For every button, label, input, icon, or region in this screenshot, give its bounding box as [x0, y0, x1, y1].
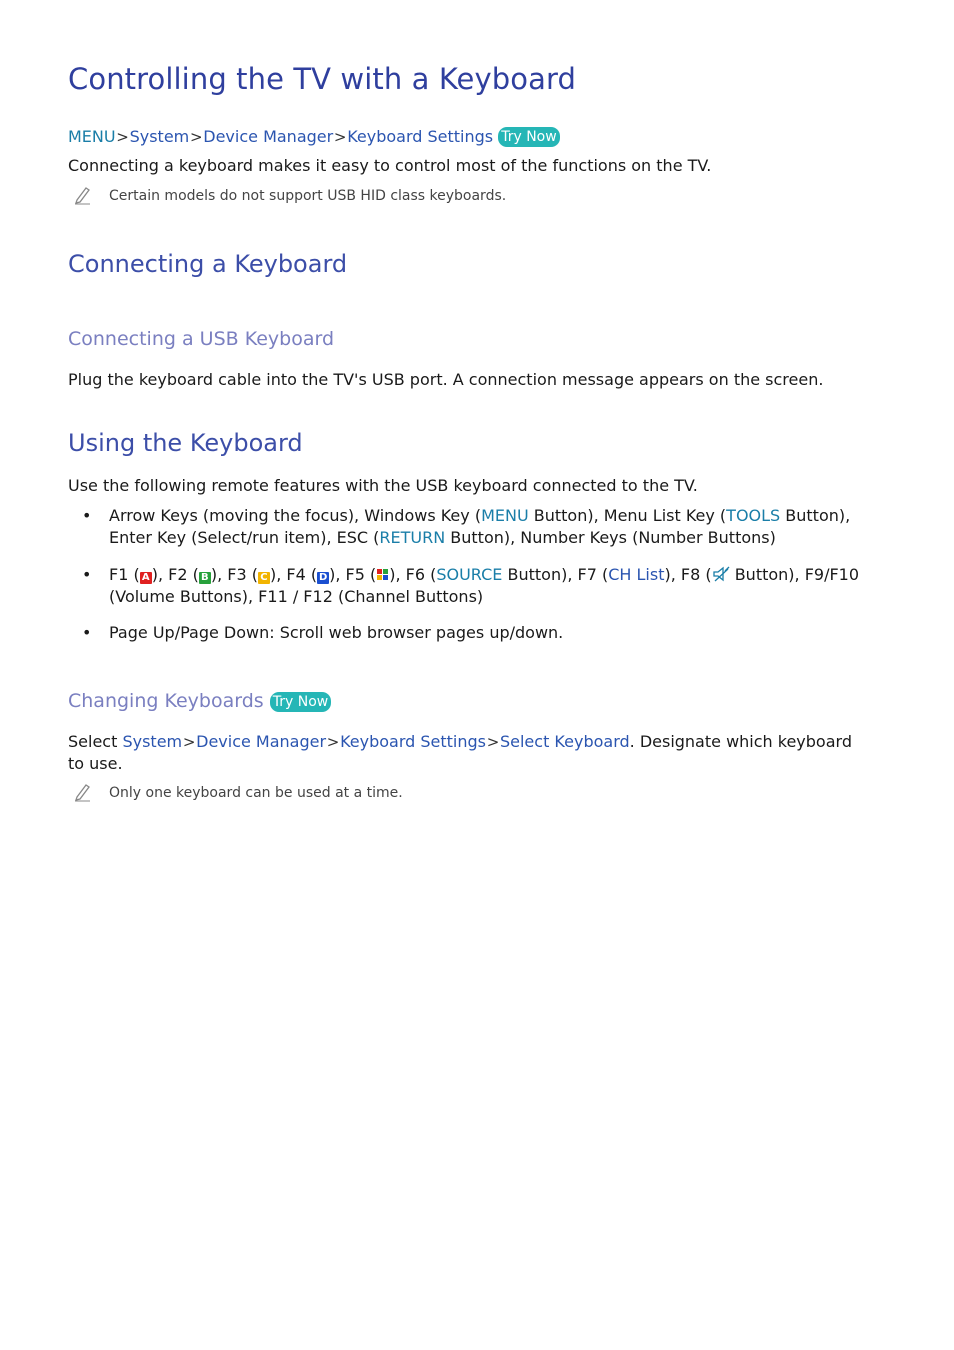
list-text: Button), F7 ( [502, 565, 609, 584]
breadcrumb-device-manager[interactable]: Device Manager [203, 127, 334, 146]
list-item-function-keys [109, 564, 859, 586]
list-text: ), F4 ( [269, 565, 318, 584]
breadcrumb-system[interactable]: System [129, 127, 190, 146]
try-now-button[interactable]: Try Now [270, 692, 331, 712]
chevron-right-icon: > [486, 733, 500, 751]
list-item-arrow-keys-line2 [109, 527, 776, 549]
list-text: ), F2 ( [151, 565, 199, 584]
subheading-usb-keyboard: Connecting a USB Keyboard [68, 328, 335, 350]
using-intro: Use the following remote features with the USB keyboard connected to the TV. [68, 476, 698, 495]
chevron-right-icon: > [189, 128, 203, 146]
list-text: Button), Number Keys (Number Buttons) [445, 528, 776, 547]
pencil-icon [72, 781, 94, 803]
keyword-ch-list: CH List [608, 565, 665, 584]
changing-text-line2: to use. [68, 754, 123, 773]
list-text: Select [68, 732, 123, 751]
path-system[interactable]: System [122, 732, 183, 751]
mute-icon [712, 566, 730, 582]
changing-text [68, 731, 852, 753]
list-text: ), F8 ( [664, 565, 712, 584]
intro-text: Connecting a keyboard makes it easy to control most of the functions on the TV. [68, 156, 712, 175]
chevron-right-icon: > [182, 733, 196, 751]
red-a-button-icon: A [140, 572, 152, 584]
breadcrumb-keyboard-settings[interactable]: Keyboard Settings [347, 127, 494, 146]
list-text: ), F3 ( [210, 565, 258, 584]
connecting-text: Plug the keyboard cable into the TV's USB port. A connection message appears on the screen. [68, 370, 824, 389]
bullet-dot: • [82, 623, 92, 642]
breadcrumb [68, 126, 560, 148]
list-text: ), F5 ( [329, 565, 377, 584]
list-item-page-up-down: Page Up/Page Down: Scroll web browser pages up/down. [109, 623, 564, 642]
list-text: F1 ( [109, 565, 140, 584]
heading-text: Changing Keyboards [68, 690, 264, 712]
chevron-right-icon: > [326, 733, 340, 751]
chevron-right-icon: > [333, 128, 347, 146]
chevron-right-icon: > [116, 128, 129, 146]
pencil-icon [72, 184, 94, 206]
list-text: Button), [780, 506, 851, 525]
green-b-button-icon: B [199, 572, 211, 584]
list-text: . Designate which keyboard [629, 732, 852, 751]
blue-d-button-icon: D [318, 572, 328, 583]
breadcrumb-menu[interactable]: MENU [68, 127, 116, 146]
page-title: Controlling the TV with a Keyboard [68, 62, 576, 96]
section-heading-connecting: Connecting a Keyboard [68, 250, 348, 278]
list-text: ), F6 ( [389, 565, 437, 584]
list-text: Arrow Keys (moving the focus), Windows Key ( [109, 506, 482, 525]
keyword-tools: TOOLS [726, 506, 781, 525]
color-keys-icon [376, 568, 389, 582]
note-usb-hid: Certain models do not support USB HID class keyboards. [109, 188, 507, 204]
list-item-arrow-keys [109, 505, 850, 527]
list-item-function-keys-line2: (Volume Buttons), F11 / F12 (Channel Buttons) [109, 587, 484, 606]
list-text: Enter Key (Select/run item), ESC ( [109, 528, 380, 547]
section-heading-using: Using the Keyboard [68, 429, 303, 457]
path-device-manager[interactable]: Device Manager [196, 732, 327, 751]
bullet-dot: • [82, 565, 92, 584]
subheading-changing-keyboards [68, 690, 331, 712]
list-text: Button), Menu List Key ( [528, 506, 727, 525]
keyword-menu: MENU [481, 506, 529, 525]
keyword-return: RETURN [379, 528, 446, 547]
bullet-dot: • [82, 506, 92, 525]
yellow-c-button-icon: C [258, 572, 270, 584]
list-text: Button), F9/F10 [729, 565, 860, 584]
try-now-button[interactable]: Try Now [498, 127, 559, 147]
note-one-keyboard: Only one keyboard can be used at a time. [109, 785, 403, 801]
path-keyboard-settings[interactable]: Keyboard Settings [340, 732, 486, 751]
keyword-source: SOURCE [436, 565, 503, 584]
path-select-keyboard[interactable]: Select Keyboard [499, 732, 630, 751]
